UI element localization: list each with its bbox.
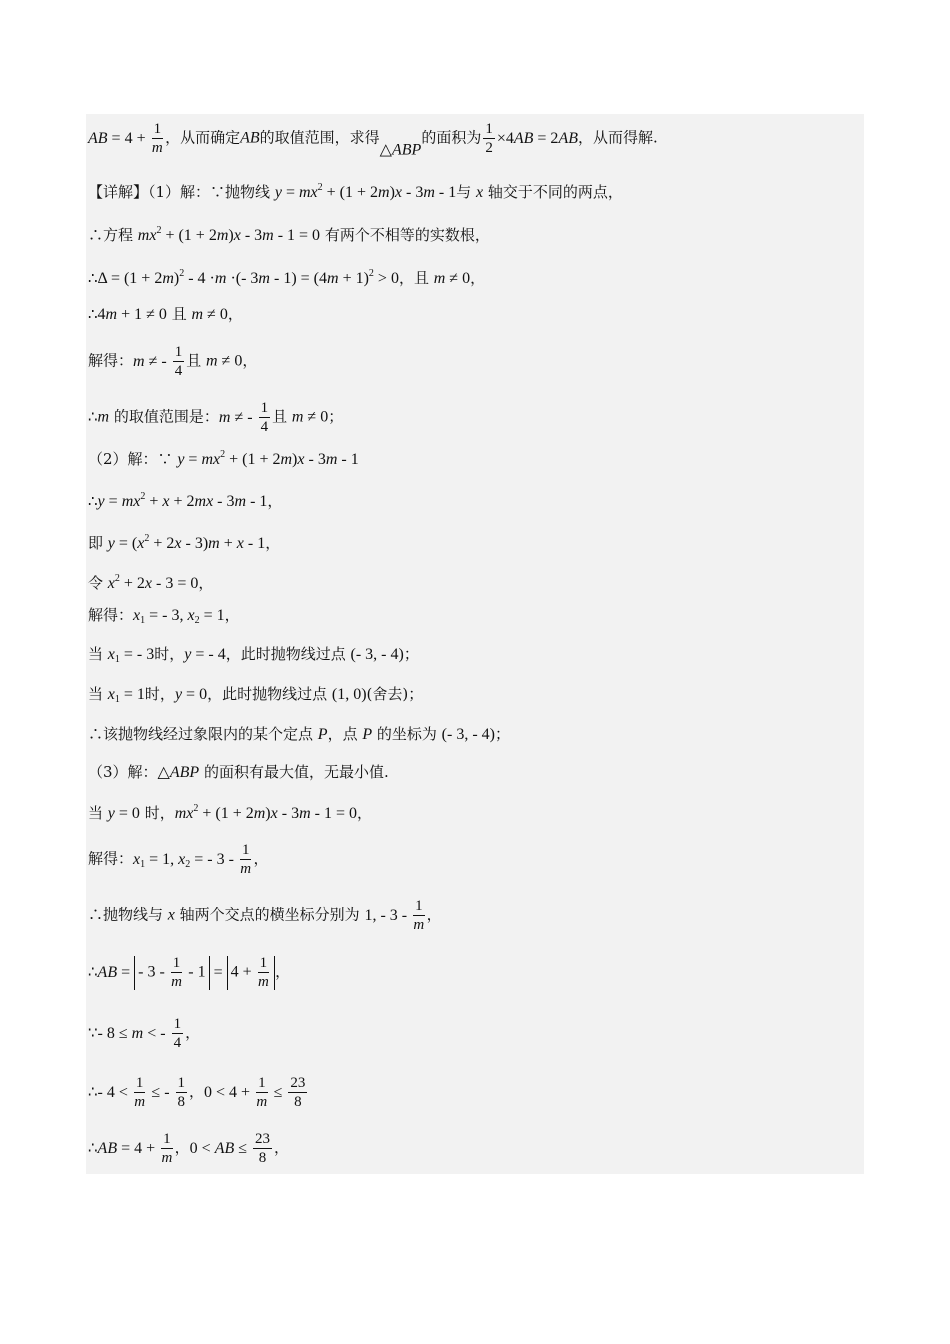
- text-line: 令 $x^2 + 2x - 3 = 0$，: [88, 573, 214, 592]
- text-line: ∴AB = 4 + $\frac{1}{m}$ ，0 < AB ≤ $\frac{23}{8}$ ，: [88, 1131, 290, 1166]
- text-line: 当 $x_1$ = - 3时，y = - 4，此时抛物线过点 (- 3, - 4)；: [88, 645, 419, 665]
- text-line: ∴抛物线与 x 轴两个交点的横坐标分别为 1, - 3 - $\frac{1}{m}$ ，: [88, 898, 442, 933]
- text-line: ∴AB = - 3 - $\frac{1}{m}$ - 1 = 4 + $\frac{1}{m}$ ，: [88, 955, 291, 990]
- text-line: 解得：$x_1$ = - 3, $x_2 = 1$，: [88, 606, 240, 626]
- text-line: ∵- 8 ≤ m < - $\frac{1}{4}$ ，: [88, 1016, 201, 1051]
- text-line: ∴Δ = $(1 + 2m)^2 - 4 \cdot m$ ·(- $3m - 1) = (4m + 1)^2 > 0$，且 m ≠ 0，: [88, 268, 486, 287]
- text-line: ∴- 4 < $\frac{1}{m}$ ≤ - $\frac{1}{8}$ ，0 < 4 + $\frac{1}{m}$ ≤ $\frac{23}{8}$: [88, 1075, 306, 1110]
- text-line: ∴方程 $mx^2 + (1 + 2m)x - 3m - 1 = 0$ 有两个不相等的实数根，: [88, 225, 490, 244]
- text-line: AB = 4 + $\frac{1}{m}$ ，从而确定AB的取值范围，求得△ABP的面积为 $\frac{1}{2}$ ×4AB = 2AB，从而得解.: [88, 121, 658, 159]
- text-line: （2）解：∵ $y = mx^2 + (1 + 2m)x - 3m - 1$: [88, 449, 359, 468]
- text-line: ∴m 的取值范围是：m ≠ - $\frac{1}{4}$ 且 m ≠ 0；: [88, 400, 344, 435]
- text-line: ∴y = $mx^2 + x + 2mx - 3m - 1$，: [88, 491, 283, 510]
- text-line: ∴该抛物线经过象限内的某个定点 P，点 P 的坐标为 (- 3, - 4)；: [88, 725, 510, 743]
- text-line: 即 $y = (x^2 + 2x - 3)m + x - 1$，: [88, 533, 281, 552]
- text-line: ∴4m + 1 ≠ 0 且 m ≠ 0，: [88, 305, 243, 323]
- text-line: （3）解：△ABP 的面积有最大值，无最小值.: [88, 763, 389, 781]
- text-line: 解得：$x_1 = 1$, $x_2$ = - 3 - $\frac{1}{m}$ ，: [88, 842, 269, 877]
- text-line: 当 $x_1 = 1$时，y = 0，此时抛物线过点 (1, 0)(舍去)；: [88, 685, 424, 705]
- text-line: 【详解】（1）解：∵抛物线 $y = mx^2 + (1 + 2m)x - 3m - 1$与 x 轴交于不同的两点，: [88, 182, 623, 201]
- text-line: 解得：m ≠ - $\frac{1}{4}$ 且 m ≠ 0，: [88, 344, 258, 379]
- text-line: 当 y = 0 时，$mx^2 + (1 + 2m)x - 3m - 1 = 0$，: [88, 803, 372, 822]
